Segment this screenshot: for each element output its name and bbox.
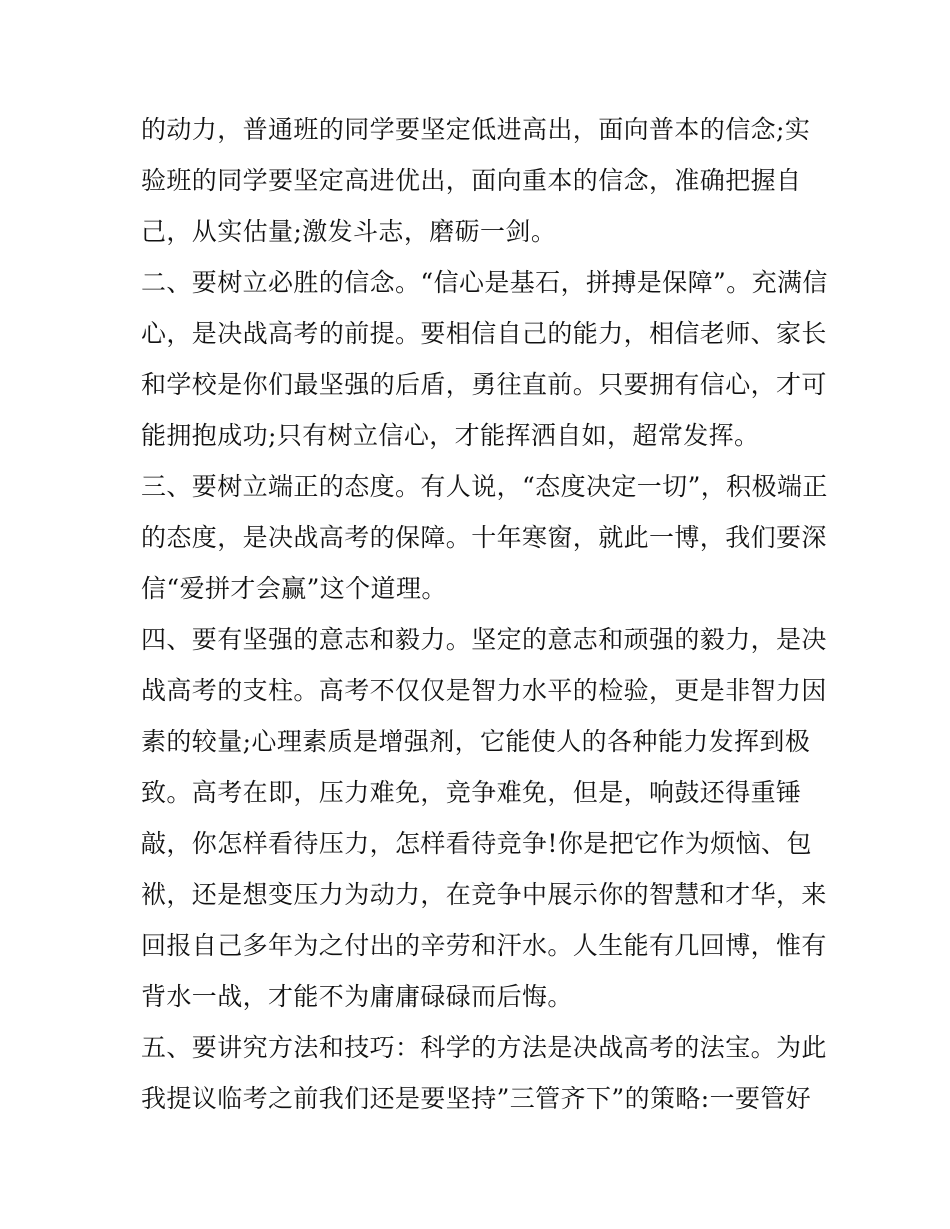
text-line: 战高考的支柱。高考不仅仅是智力水平的检验，更是非智力因 [141, 676, 827, 705]
text-line: 和学校是你们最坚强的后盾，勇往直前。只要拥有信心，才可 [141, 370, 827, 399]
text-line: 四、要有坚强的意志和毅力。坚定的意志和顽强的毅力，是决 [141, 625, 827, 654]
text-line: 信“爱拼才会赢”这个道理。 [141, 574, 447, 603]
text-line: 回报自己多年为之付出的辛劳和汗水。人生能有几回博，惟有 [141, 931, 827, 960]
text-line: 能拥抱成功;只有树立信心，才能挥洒自如，超常发挥。 [141, 421, 760, 450]
text-line: 心，是决战高考的前提。要相信自己的能力，相信老师、家长 [141, 319, 827, 348]
text-line: 素的较量;心理素质是增强剂，它能使人的各种能力发挥到极 [141, 727, 811, 756]
document-body [141, 104, 828, 1124]
text-line: 的态度，是决战高考的保障。十年寒窗，就此一博，我们要深 [141, 523, 827, 552]
text-line: 己，从实估量;激发斗志，磨砺一剑。 [141, 217, 557, 246]
text-line: 五、要讲究方法和技巧：科学的方法是决战高考的法宝。为此 [141, 1033, 827, 1062]
text-line: 袱，还是想变压力为动力，在竞争中展示你的智慧和才华，来 [141, 880, 827, 909]
text-line: 三、要树立端正的态度。有人说，“态度决定一切”，积极端正 [141, 472, 828, 501]
text-line: 验班的同学要坚定高进优出，面向重本的信念，准确把握自 [141, 166, 802, 195]
text-line: 敲，你怎样看待压力，怎样看待竞争!你是把它作为烦恼、包 [141, 829, 812, 858]
text-line: 背水一战，才能不为庸庸碌碌而后悔。 [141, 982, 573, 1011]
text-line: 二、要树立必胜的信念。“信心是基石，拼搏是保障”。充满信 [141, 268, 828, 297]
text-line: 我提议临考之前我们还是要坚持”三管齐下”的策略:一要管好 [141, 1084, 812, 1113]
text-line: 的动力，普通班的同学要坚定低进高出，面向普本的信念;实 [141, 115, 811, 144]
text-line: 致。高考在即，压力难免，竞争难免，但是，响鼓还得重锤 [141, 778, 802, 807]
